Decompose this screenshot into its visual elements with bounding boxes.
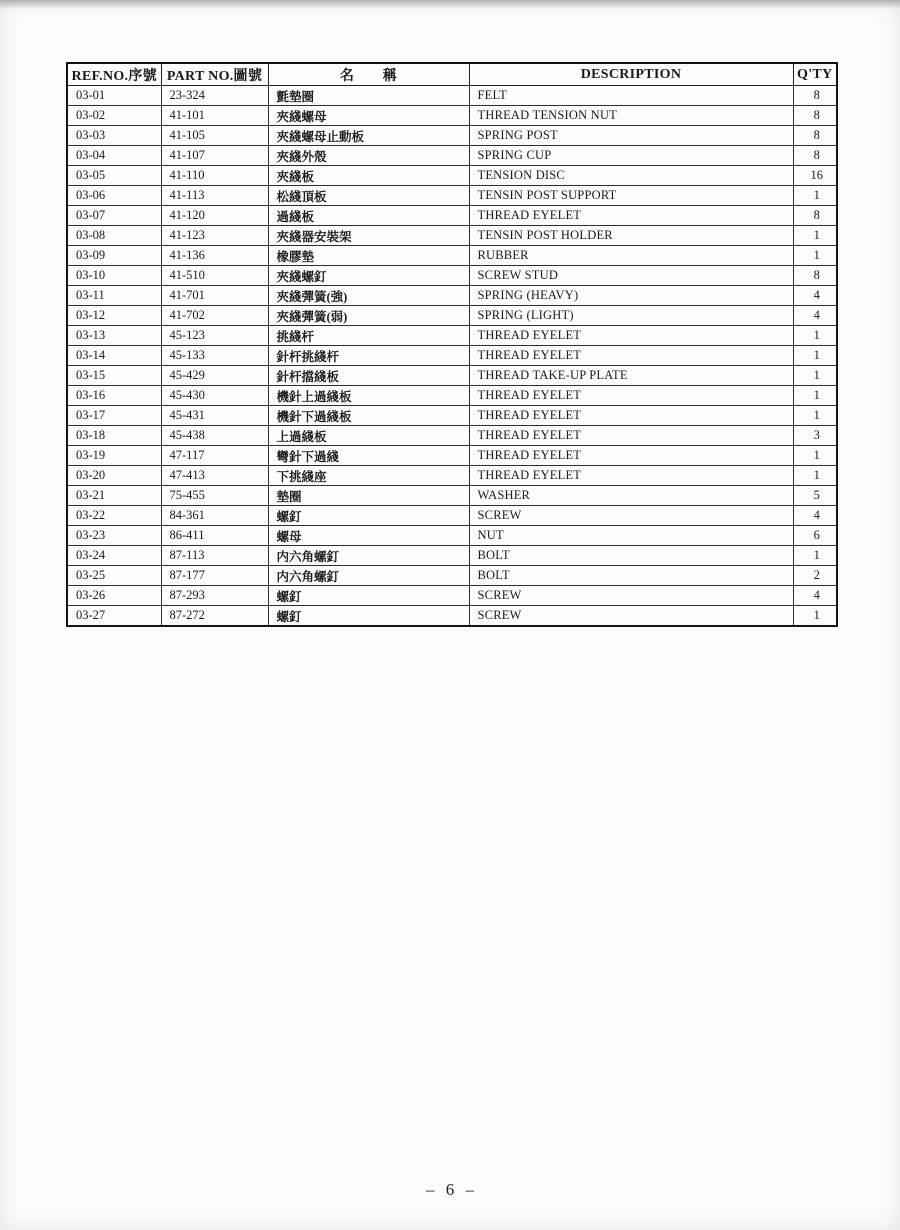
table-row	[67, 586, 837, 606]
cell-description: SCREW	[469, 506, 793, 526]
table-row	[67, 106, 837, 126]
cell-name-cn: 下挑綫座	[268, 466, 469, 486]
cell-name-cn: 針杆挑綫杆	[268, 346, 469, 366]
cell-qty: 1	[793, 186, 837, 206]
table-row	[67, 226, 837, 246]
cell-name-cn: 挑綫杆	[268, 326, 469, 346]
column-header-qty: Q'TY	[793, 63, 837, 86]
cell-description: THREAD EYELET	[469, 346, 793, 366]
cell-part-no: 45-429	[161, 366, 268, 386]
table-row	[67, 346, 837, 366]
cell-part-no: 45-123	[161, 326, 268, 346]
cell-description: TENSIN POST SUPPORT	[469, 186, 793, 206]
scan-edge	[0, 0, 900, 9]
cell-ref-no: 03-11	[67, 286, 161, 306]
table-row	[67, 366, 837, 386]
table-row	[67, 526, 837, 546]
table-body	[67, 86, 837, 627]
cell-part-no: 75-455	[161, 486, 268, 506]
cell-ref-no: 03-08	[67, 226, 161, 246]
cell-description: TENSIN POST HOLDER	[469, 226, 793, 246]
cell-qty: 6	[793, 526, 837, 546]
cell-name-cn: 螺釘	[268, 586, 469, 606]
cell-part-no: 47-117	[161, 446, 268, 466]
cell-name-cn: 氈墊圈	[268, 86, 469, 106]
cell-ref-no: 03-22	[67, 506, 161, 526]
cell-name-cn: 橡膠墊	[268, 246, 469, 266]
cell-part-no: 87-272	[161, 606, 268, 627]
cell-part-no: 41-136	[161, 246, 268, 266]
cell-description: BOLT	[469, 566, 793, 586]
cell-qty: 1	[793, 226, 837, 246]
cell-qty: 1	[793, 326, 837, 346]
cell-ref-no: 03-21	[67, 486, 161, 506]
cell-part-no: 41-105	[161, 126, 268, 146]
cell-part-no: 84-361	[161, 506, 268, 526]
cell-qty: 3	[793, 426, 837, 446]
cell-name-cn: 墊圈	[268, 486, 469, 506]
table-row	[67, 426, 837, 446]
cell-name-cn: 内六角螺釘	[268, 546, 469, 566]
table-row	[67, 446, 837, 466]
cell-qty: 8	[793, 266, 837, 286]
cell-description: NUT	[469, 526, 793, 546]
cell-description: THREAD TENSION NUT	[469, 106, 793, 126]
cell-description: SPRING (LIGHT)	[469, 306, 793, 326]
column-header-description: DESCRIPTION	[469, 63, 793, 86]
cell-description: SCREW STUD	[469, 266, 793, 286]
cell-name-cn: 螺釘	[268, 606, 469, 627]
cell-qty: 1	[793, 386, 837, 406]
cell-part-no: 41-701	[161, 286, 268, 306]
cell-qty: 2	[793, 566, 837, 586]
cell-ref-no: 03-04	[67, 146, 161, 166]
cell-description: THREAD EYELET	[469, 466, 793, 486]
table-row	[67, 266, 837, 286]
cell-qty: 1	[793, 346, 837, 366]
cell-ref-no: 03-09	[67, 246, 161, 266]
table-row	[67, 146, 837, 166]
cell-part-no: 45-133	[161, 346, 268, 366]
cell-qty: 8	[793, 106, 837, 126]
cell-ref-no: 03-25	[67, 566, 161, 586]
table-row	[67, 186, 837, 206]
cell-ref-no: 03-17	[67, 406, 161, 426]
cell-name-cn: 機針上過綫板	[268, 386, 469, 406]
cell-ref-no: 03-07	[67, 206, 161, 226]
cell-description: THREAD EYELET	[469, 386, 793, 406]
column-header-part-no: PART NO.圖號	[161, 63, 268, 86]
table-row	[67, 286, 837, 306]
cell-part-no: 87-177	[161, 566, 268, 586]
cell-ref-no: 03-13	[67, 326, 161, 346]
cell-ref-no: 03-15	[67, 366, 161, 386]
cell-part-no: 41-110	[161, 166, 268, 186]
table-row	[67, 306, 837, 326]
table-row	[67, 486, 837, 506]
cell-description: RUBBER	[469, 246, 793, 266]
cell-description: SPRING (HEAVY)	[469, 286, 793, 306]
cell-description: BOLT	[469, 546, 793, 566]
cell-name-cn: 螺釘	[268, 506, 469, 526]
cell-ref-no: 03-19	[67, 446, 161, 466]
cell-qty: 4	[793, 286, 837, 306]
cell-name-cn: 夾綫器安裝架	[268, 226, 469, 246]
column-header-name-cn: 名 稱	[268, 63, 469, 86]
cell-name-cn: 松綫頂板	[268, 186, 469, 206]
cell-name-cn: 螺母	[268, 526, 469, 546]
table-row	[67, 566, 837, 586]
cell-ref-no: 03-12	[67, 306, 161, 326]
table-row	[67, 466, 837, 486]
table-header-row	[67, 63, 837, 86]
cell-ref-no: 03-06	[67, 186, 161, 206]
cell-ref-no: 03-05	[67, 166, 161, 186]
cell-part-no: 41-702	[161, 306, 268, 326]
cell-description: THREAD EYELET	[469, 206, 793, 226]
cell-part-no: 41-120	[161, 206, 268, 226]
cell-ref-no: 03-01	[67, 86, 161, 106]
cell-description: THREAD TAKE-UP PLATE	[469, 366, 793, 386]
cell-qty: 8	[793, 86, 837, 106]
cell-part-no: 87-293	[161, 586, 268, 606]
cell-description: THREAD EYELET	[469, 406, 793, 426]
cell-part-no: 41-123	[161, 226, 268, 246]
cell-name-cn: 夾綫板	[268, 166, 469, 186]
cell-part-no: 41-113	[161, 186, 268, 206]
cell-qty: 8	[793, 206, 837, 226]
cell-name-cn: 夾綫彈簧(強)	[268, 286, 469, 306]
cell-qty: 4	[793, 506, 837, 526]
cell-description: THREAD EYELET	[469, 446, 793, 466]
page-number: – 6 –	[426, 1180, 474, 1199]
cell-ref-no: 03-18	[67, 426, 161, 446]
cell-qty: 5	[793, 486, 837, 506]
cell-part-no: 41-107	[161, 146, 268, 166]
cell-part-no: 23-324	[161, 86, 268, 106]
cell-name-cn: 夾綫螺母止動板	[268, 126, 469, 146]
cell-name-cn: 針杆擋綫板	[268, 366, 469, 386]
cell-qty: 1	[793, 406, 837, 426]
cell-description: TENSION DISC	[469, 166, 793, 186]
column-header-ref-no: REF.NO.序號	[67, 63, 161, 86]
cell-part-no: 86-411	[161, 526, 268, 546]
cell-name-cn: 過綫板	[268, 206, 469, 226]
table-row	[67, 246, 837, 266]
cell-ref-no: 03-23	[67, 526, 161, 546]
cell-name-cn: 彎針下過綫	[268, 446, 469, 466]
cell-ref-no: 03-26	[67, 586, 161, 606]
cell-name-cn: 夾綫螺母	[268, 106, 469, 126]
cell-name-cn: 上過綫板	[268, 426, 469, 446]
table-row	[67, 606, 837, 627]
cell-ref-no: 03-20	[67, 466, 161, 486]
cell-ref-no: 03-16	[67, 386, 161, 406]
cell-name-cn: 夾綫螺釘	[268, 266, 469, 286]
cell-part-no: 45-431	[161, 406, 268, 426]
cell-description: THREAD EYELET	[469, 426, 793, 446]
cell-qty: 1	[793, 366, 837, 386]
cell-ref-no: 03-27	[67, 606, 161, 627]
cell-part-no: 45-430	[161, 386, 268, 406]
cell-description: SCREW	[469, 586, 793, 606]
cell-qty: 4	[793, 586, 837, 606]
cell-qty: 1	[793, 546, 837, 566]
table-row	[67, 86, 837, 106]
table-row	[67, 386, 837, 406]
cell-ref-no: 03-02	[67, 106, 161, 126]
cell-part-no: 47-413	[161, 466, 268, 486]
cell-description: SCREW	[469, 606, 793, 627]
table-row	[67, 506, 837, 526]
parts-table	[66, 62, 838, 627]
cell-description: SPRING CUP	[469, 146, 793, 166]
cell-ref-no: 03-10	[67, 266, 161, 286]
table-row	[67, 126, 837, 146]
cell-description: SPRING POST	[469, 126, 793, 146]
cell-name-cn: 機針下過綫板	[268, 406, 469, 426]
cell-ref-no: 03-14	[67, 346, 161, 366]
cell-description: WASHER	[469, 486, 793, 506]
table-row	[67, 546, 837, 566]
cell-qty: 8	[793, 126, 837, 146]
table-row	[67, 326, 837, 346]
cell-description: THREAD EYELET	[469, 326, 793, 346]
cell-qty: 16	[793, 166, 837, 186]
cell-qty: 1	[793, 246, 837, 266]
cell-qty: 1	[793, 446, 837, 466]
cell-qty: 8	[793, 146, 837, 166]
table-row	[67, 406, 837, 426]
cell-ref-no: 03-24	[67, 546, 161, 566]
cell-description: FELT	[469, 86, 793, 106]
table-row	[67, 206, 837, 226]
cell-ref-no: 03-03	[67, 126, 161, 146]
cell-name-cn: 夾綫外殼	[268, 146, 469, 166]
cell-name-cn: 夾綫彈簧(弱)	[268, 306, 469, 326]
cell-name-cn: 内六角螺釘	[268, 566, 469, 586]
cell-part-no: 41-510	[161, 266, 268, 286]
cell-part-no: 41-101	[161, 106, 268, 126]
cell-part-no: 45-438	[161, 426, 268, 446]
cell-qty: 4	[793, 306, 837, 326]
cell-qty: 1	[793, 606, 837, 627]
cell-part-no: 87-113	[161, 546, 268, 566]
table-row	[67, 166, 837, 186]
cell-qty: 1	[793, 466, 837, 486]
